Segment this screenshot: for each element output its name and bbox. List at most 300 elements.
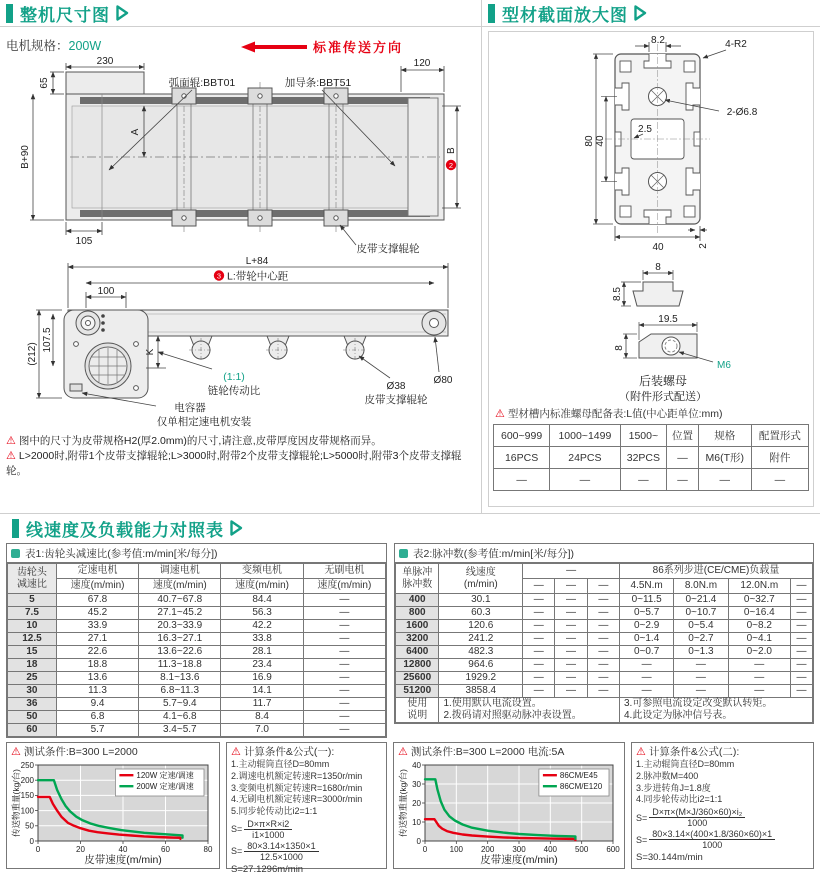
table-cell: —	[667, 469, 699, 491]
table-cell: —	[555, 633, 587, 646]
nut-table-note-text: 型材槽内标准螺母配备表:L值(中心距单位:mm)	[507, 408, 723, 420]
table-cell: 0~0.7	[619, 646, 673, 659]
table-cell: —	[555, 607, 587, 620]
nut-table-note	[495, 406, 809, 421]
y-tick-label: 20	[412, 798, 421, 808]
table-cell: —	[620, 469, 667, 491]
table-cell: 30	[8, 685, 57, 698]
table-row	[396, 646, 813, 659]
table-row	[396, 633, 813, 646]
table-cell: —	[523, 620, 555, 633]
table-cell: —	[523, 594, 555, 607]
section-bar	[12, 519, 19, 538]
table-cell: —	[667, 447, 699, 469]
table-cell: 36	[8, 698, 57, 711]
table-cell: 7.0	[221, 724, 303, 737]
dim-l84: L+84	[245, 256, 269, 267]
dim-8-2: 8.2	[651, 35, 665, 46]
table-cell: —	[555, 672, 587, 685]
label-capacitor: 电容器	[174, 402, 206, 414]
nut-m6-label: M6	[717, 360, 731, 371]
chevron-right-icon	[116, 5, 129, 21]
dim-dia38: Ø38	[386, 381, 406, 392]
table-header-cell: 规格	[698, 425, 751, 447]
table-cell: 13.6	[56, 672, 138, 685]
dim-105: 105	[75, 236, 93, 247]
formula	[231, 841, 382, 862]
table-cell: 0~32.7	[728, 594, 790, 607]
calc-formula-1-title	[231, 744, 382, 759]
table-row	[396, 672, 813, 685]
chevron-right-icon	[634, 5, 647, 21]
table-row	[8, 646, 386, 659]
circled-number-3-text: 3	[216, 271, 222, 281]
table-cell: —	[303, 646, 385, 659]
nut-dim-8-side: 8	[614, 345, 625, 351]
profile-cross-section-drawing	[493, 34, 809, 264]
denominator: 1000	[687, 818, 708, 829]
table-header-cell: 4.5N.m	[619, 579, 673, 594]
warning-icon: ⚠	[6, 450, 16, 462]
table-cell: 25600	[396, 672, 439, 685]
table-cell: —	[303, 698, 385, 711]
nut-caption-1: 后装螺母	[638, 374, 688, 388]
x-tick-label: 500	[574, 845, 589, 854]
table-row	[8, 659, 386, 672]
table-cell: 3200	[396, 633, 439, 646]
section-header-overall	[0, 0, 481, 27]
table-header-cell: —	[523, 579, 555, 594]
thead	[8, 564, 386, 594]
label-guide-strip: 加导条:BBT51	[284, 77, 352, 89]
table-cell: —	[728, 659, 790, 672]
calc-formula-2-formulas	[636, 807, 809, 850]
table-cell: —	[550, 469, 620, 491]
table-cell: —	[728, 672, 790, 685]
warning-icon: ⚠	[495, 408, 505, 420]
legend-label: 86CM/E120	[559, 782, 603, 791]
table-cell: 33.9	[56, 620, 138, 633]
table-cell: —	[303, 620, 385, 633]
table-cell: —	[619, 659, 673, 672]
usage-note-cell: 1.使用默认电流设置。 2.拨码请对照驱动脉冲表设置。	[439, 698, 620, 723]
y-tick-label: 200	[20, 776, 34, 785]
table-cell: —	[751, 469, 808, 491]
y-tick-label: 100	[20, 806, 34, 816]
table-cell: 400	[396, 594, 439, 607]
x-tick-label: 100	[449, 845, 464, 854]
section-bar	[488, 4, 495, 23]
table-cell: —	[523, 659, 555, 672]
table-header-cell: 齿轮头 减速比	[8, 564, 57, 594]
label-sprocket-ratio: (1:1)	[223, 371, 245, 383]
table-header-cell: 变频电机	[221, 564, 303, 579]
test-conditions-2-box	[393, 742, 625, 869]
table-cell: 241.2	[439, 633, 523, 646]
table-cell: —	[555, 685, 587, 698]
panel-profile-section	[482, 0, 820, 513]
table-cell: 20.3~33.9	[139, 620, 221, 633]
charts-row	[6, 742, 814, 875]
table-row	[396, 620, 813, 633]
table-cell: 8.4	[221, 711, 303, 724]
profile-body	[605, 44, 710, 234]
numerator: 80×3.14×(400×1.8/360×60)×1	[649, 829, 775, 840]
calc-formula-2-lines	[636, 759, 809, 806]
table-cell: —	[791, 607, 813, 620]
calc-line: 3.变频电机额定转速R=1680r/min	[231, 782, 363, 793]
numerator: D×π×R×i2	[244, 819, 292, 830]
table-cell: 42.2	[221, 620, 303, 633]
table-cell: 12800	[396, 659, 439, 672]
direction-arrow-icon	[241, 41, 307, 53]
table-row	[396, 564, 813, 579]
table-row	[396, 685, 813, 698]
section-title: 型材截面放大图	[502, 5, 628, 25]
table-cell: —	[674, 685, 728, 698]
table-row	[8, 620, 386, 633]
table-cell: 120.6	[439, 620, 523, 633]
table-cell: 6.8~11.3	[139, 685, 221, 698]
dim-l-center: L:带轮中心距	[227, 270, 289, 283]
x-tick-label: 300	[512, 845, 526, 854]
table-cell: —	[555, 646, 587, 659]
table-cell: —	[674, 672, 728, 685]
table-cell: —	[674, 659, 728, 672]
table-cell: —	[303, 672, 385, 685]
table-cell: 6400	[396, 646, 439, 659]
motor-spec-line	[6, 30, 475, 54]
y-tick-label: 40	[412, 760, 421, 770]
calc-formula-2-result: S=30.144m/min	[636, 852, 703, 864]
calc-line: 5.同步轮传动比i2=1:1	[231, 806, 318, 817]
x-tick-label: 60	[161, 845, 170, 854]
table-row	[494, 469, 809, 491]
table-row	[396, 607, 813, 620]
side-view-drawing	[6, 256, 468, 432]
direction-note	[241, 37, 403, 56]
label-support-roller-side: 皮带支撑辊轮	[364, 394, 428, 406]
table-cell: 964.6	[439, 659, 523, 672]
table1-caption	[7, 544, 386, 563]
calc-formula-2-title-text: 计算条件&公式(二):	[648, 746, 740, 758]
dim-107-5: 107.5	[42, 327, 53, 353]
profile-content-box	[488, 31, 814, 507]
note-line-2	[6, 449, 475, 479]
table-row	[396, 594, 813, 607]
y-tick-label: 30	[412, 779, 421, 789]
table-cell: 18.8	[56, 659, 138, 672]
table-header-cell: —	[791, 579, 813, 594]
warning-icon: ⚠	[636, 746, 646, 758]
y-tick-label: 50	[25, 821, 34, 831]
calc-line: 1.主动辊筒直径D=80mm	[231, 759, 330, 769]
table-header-cell: 1000~1499	[550, 425, 620, 447]
table-header-cell: —	[587, 579, 619, 594]
dim-a: A	[130, 128, 141, 136]
calc-formula-1-result: S=27.1296m/min	[231, 863, 304, 875]
table-cell: 3858.4	[439, 685, 523, 698]
table-row	[494, 425, 809, 447]
x-tick-label: 0	[422, 845, 428, 854]
thead	[494, 425, 809, 447]
table-cell: —	[523, 672, 555, 685]
section-header-speed	[6, 515, 814, 541]
table-cell: 0~5.7	[619, 607, 673, 620]
table-header-cell: 线速度 (m/min)	[439, 564, 523, 594]
table-cell: 0~2.9	[619, 620, 673, 633]
formula	[636, 829, 809, 850]
chevron-right-icon	[230, 520, 243, 536]
calc-line: 3.步进转角J=1.8度	[636, 782, 711, 793]
nut-caption-2: （附件形式配送）	[619, 391, 707, 403]
table-header-cell: 配置形式	[751, 425, 808, 447]
warning-icon: ⚠	[398, 746, 408, 758]
table-header-cell: 速度(m/min)	[221, 579, 303, 594]
table-cell: 56.3	[221, 607, 303, 620]
table-cell: 482.3	[439, 646, 523, 659]
table-header-cell: 速度(m/min)	[139, 579, 221, 594]
dim-4-r2: 4-R2	[725, 39, 747, 50]
calc-formula-1-box	[226, 742, 387, 875]
table-cell: 5.7	[56, 724, 138, 737]
table-cell: —	[791, 659, 813, 672]
nut-side-view	[623, 322, 713, 362]
table-cell: 1929.2	[439, 672, 523, 685]
usage-note-cell: 3.可参照电流设定改变默认转矩。 4.此设定为脉冲信号表。	[619, 698, 812, 723]
table-cell: 800	[396, 607, 439, 620]
label-capacitor-note: 仅单相定速电机安装	[156, 416, 252, 428]
table-cell: 0~1.3	[674, 646, 728, 659]
y-tick-label: 250	[20, 760, 34, 770]
table-header-cell: 单脉冲 脉冲数	[396, 564, 439, 594]
tbody	[494, 447, 809, 491]
overall-notes	[6, 434, 475, 479]
t-nut-drawing	[493, 264, 809, 404]
calc-formula-1-formulas	[231, 819, 382, 862]
table-cell: —	[587, 633, 619, 646]
dim-230: 230	[96, 56, 114, 67]
x-tick-label: 40	[118, 845, 128, 854]
table-cell: 7.5	[8, 607, 57, 620]
table-cell: 16.9	[221, 672, 303, 685]
table-cell: 32PCS	[620, 447, 667, 469]
formula-lhs: S=	[636, 834, 648, 845]
table-cell: —	[555, 659, 587, 672]
table-cell: 33.8	[221, 633, 303, 646]
table-row	[8, 672, 386, 685]
table-row	[396, 698, 813, 723]
y-tick-label: 10	[412, 817, 421, 827]
table-header-cell: 速度(m/min)	[56, 579, 138, 594]
dim-2-5: 2.5	[638, 124, 652, 135]
table-cell: —	[523, 646, 555, 659]
y-tick-label: 150	[20, 791, 34, 801]
denominator: i1×1000	[252, 829, 285, 840]
table-cell: 25	[8, 672, 57, 685]
table-cell: —	[303, 685, 385, 698]
denominator: 1000	[702, 840, 723, 851]
formula	[231, 819, 382, 840]
warning-icon: ⚠	[231, 746, 241, 758]
table-cell: 40.7~67.8	[139, 594, 221, 607]
table1-caption-text: 表1:齿轮头减速比(参考值:m/min[米/每分])	[25, 547, 218, 560]
calc-line: 4.同步轮传动比i2=1:1	[636, 794, 723, 805]
section-title: 整机尺寸图	[20, 5, 110, 25]
x-tick-label: 400	[543, 845, 558, 854]
table-row	[8, 698, 386, 711]
table-cell: 6.8	[56, 711, 138, 724]
table-header-cell: 86系列步进(CE/CME)负载量	[619, 564, 812, 579]
note-line-1	[6, 434, 475, 449]
fraction	[244, 841, 318, 862]
label-sprocket-ratio-name: 链轮传动比	[207, 385, 261, 397]
table-header-cell: 8.0N.m	[674, 579, 728, 594]
nut-profile-view	[621, 270, 683, 306]
table-cell: —	[619, 685, 673, 698]
table-cell: —	[587, 594, 619, 607]
x-tick-label: 200	[480, 845, 495, 854]
test-conditions-2	[398, 744, 620, 759]
table-cell: —	[791, 646, 813, 659]
test-conditions-2-text: 测试条件:B=300 L=2000 电流:5A	[410, 746, 565, 758]
table-cell: —	[791, 620, 813, 633]
table-cell: 0~8.2	[728, 620, 790, 633]
table-cell: —	[494, 469, 550, 491]
table-caption-icon	[399, 549, 408, 558]
formula	[636, 807, 809, 828]
speed-load-section	[0, 514, 820, 875]
nut-dim-19-5: 19.5	[658, 314, 678, 325]
table-row	[8, 724, 386, 737]
table-cell: 15	[8, 646, 57, 659]
table-header-cell: 调速电机	[139, 564, 221, 579]
table-cell: 0~2.0	[728, 646, 790, 659]
note-text-2: L>2000时,附带1个皮带支撑辊轮;L>3000时,附带2个皮带支撑辊轮;L>5000时,附带3个皮带支撑辊轮。	[6, 450, 462, 477]
nut-count-table	[493, 424, 809, 491]
fraction	[244, 819, 292, 840]
formula-lhs: S=	[636, 812, 648, 823]
table-cell: 0~21.4	[674, 594, 728, 607]
dim-40-inner: 40	[595, 135, 606, 147]
dim-2-dia6-8: 2-Ø6.8	[726, 107, 758, 118]
warning-icon: ⚠	[11, 746, 21, 758]
table-cell: 0~4.1	[728, 633, 790, 646]
table-row	[8, 594, 386, 607]
table1-box	[6, 543, 387, 738]
dim-65: 65	[39, 77, 50, 89]
tables-row	[6, 543, 814, 738]
table-cell: —	[555, 594, 587, 607]
table-cell: 5	[8, 594, 57, 607]
table-cell: 60.3	[439, 607, 523, 620]
dim-b90: B+90	[20, 145, 31, 169]
table-cell: 23.4	[221, 659, 303, 672]
table-cell: 附件	[751, 447, 808, 469]
table-cell: 0~11.5	[619, 594, 673, 607]
table-cell: —	[303, 711, 385, 724]
formula-lhs: S=	[231, 846, 243, 857]
panel-overall-dimensions	[0, 0, 482, 513]
direction-label: 标准传送方向	[313, 40, 404, 55]
load-capacity-chart-1	[11, 759, 215, 865]
tbody	[396, 594, 813, 723]
table-cell: —	[303, 633, 385, 646]
table-row	[8, 607, 386, 620]
table-caption-icon	[11, 549, 20, 558]
table-cell: 1600	[396, 620, 439, 633]
table-cell: 4.1~6.8	[139, 711, 221, 724]
table-cell: 27.1	[56, 633, 138, 646]
table-cell: 11.3	[56, 685, 138, 698]
table-cell: 45.2	[56, 607, 138, 620]
x-tick-label: 0	[35, 845, 41, 854]
dim-120: 120	[413, 58, 431, 69]
top-view-drawing	[6, 54, 468, 256]
table-header-cell: 1500~	[620, 425, 667, 447]
table1-half	[6, 543, 387, 738]
x-axis-label: 皮带速度(m/min)	[84, 854, 162, 866]
table-header-cell: —	[555, 579, 587, 594]
table-row	[494, 447, 809, 469]
table-cell: 11.7	[221, 698, 303, 711]
denominator: 12.5×1000	[260, 851, 303, 862]
table-cell: —	[791, 633, 813, 646]
label-arc-roller: 弧面辊:BBT01	[168, 77, 236, 89]
table-cell: —	[303, 659, 385, 672]
motor-spec-value: 200W	[68, 39, 102, 53]
table-row	[396, 659, 813, 672]
table-cell: 0~5.4	[674, 620, 728, 633]
motor-spec-label: 电机规格：	[6, 39, 69, 53]
calc-line: 4.无刷电机额定转速R=3000r/min	[231, 794, 363, 805]
test-conditions-1	[11, 744, 215, 759]
table-header-cell: 12.0N.m	[728, 579, 790, 594]
table-cell: 30.1	[439, 594, 523, 607]
table-header-cell: 速度(m/min)	[303, 579, 385, 594]
dim-b: B	[446, 147, 457, 154]
numerator: 80×3.14×1350×1	[244, 841, 318, 852]
table-row	[8, 579, 386, 594]
table-row	[8, 685, 386, 698]
table-cell: —	[303, 594, 385, 607]
table-cell: —	[791, 594, 813, 607]
table-cell: —	[587, 659, 619, 672]
note-text-1: 图中的尺寸为皮带规格H2(厚2.0mm)的尺寸,请注意,皮带厚度因皮带规格而异。	[18, 435, 382, 447]
table-header-cell: 600~999	[494, 425, 550, 447]
table-cell: —	[587, 607, 619, 620]
table-header-cell: 无刷电机	[303, 564, 385, 579]
x-tick-label: 20	[76, 845, 85, 854]
table-cell: —	[791, 685, 813, 698]
calc-formula-2-box	[631, 742, 814, 869]
dim-2: 2	[698, 243, 709, 249]
table-cell: 60	[8, 724, 57, 737]
table-cell: 22.6	[56, 646, 138, 659]
table-cell: 51200	[396, 685, 439, 698]
table-cell: 3.4~5.7	[139, 724, 221, 737]
test-conditions-1-box	[6, 742, 220, 869]
table-cell: —	[303, 607, 385, 620]
table-cell: 9.4	[56, 698, 138, 711]
table-cell: 84.4	[221, 594, 303, 607]
calc-line: 1.主动辊筒直径D=80mm	[636, 759, 735, 769]
legend-label: 200W 定速/调速	[136, 782, 194, 791]
table-cell: 5.7~9.4	[139, 698, 221, 711]
y-axis-label: 传送物重量(kg/台)	[11, 768, 21, 838]
dim-dia80: Ø80	[433, 375, 453, 386]
nut-dim-8-top: 8	[655, 262, 661, 273]
